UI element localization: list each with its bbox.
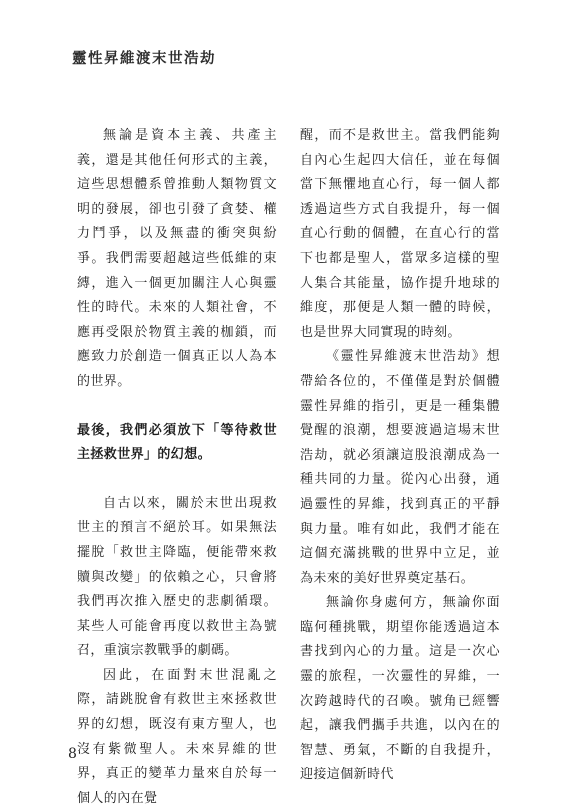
page-number: 8	[68, 746, 77, 762]
body-paragraph: 無論是資本主義、共產主義，還是其他任何形式的主義，這些思想體系曾推動人類物質文明的發展，卻也引發了貪婪、權力鬥爭，以及無盡的衝突與紛爭。我們需要超越這些低維的束縛，進入一個更加關注人心與靈性的時代。未來的人類社會，不應再受限於物質主義的枷鎖，而應致力於創造一個真正以人為本的世界。	[77, 128, 277, 389]
body-paragraph: 《靈性昇維渡末世浩劫》想帶給各位的，不僅僅是對於個體靈性昇維的指引，更是一種集體覺醒的浪潮，想要渡過這場末世浩劫，就必須讓這股浪潮成為一種共同的力量。從內心出發，通過靈性的昇維，找到真正的平靜與力量。唯有如此，我們才能在這個充滿挑戰的世界中立足，並為未來的美好世界奠定基石。	[300, 349, 500, 586]
body-paragraph: 自古以來，關於末世出現救世主的預言不絕於耳。如果無法擺脫「救世主降臨，便能帶來救贖與改變」的依賴之心，只會將我們再次推入歷史的悲劇循環。某些人可能會再度以救世主為號召，重演宗教戰爭的劇碼。	[77, 495, 277, 659]
left-column	[77, 124, 277, 811]
body-paragraph: 無論你身處何方，無論你面臨何種挑戰，期望你能透過這本書找到內心的力量。這是一次心靈的旅程，一次靈性的昇維，一次跨越時代的召喚。號角已經響起，讓我們攜手共進，以內在的智慧、勇氣，不斷的自我提升，迎接這個新時代	[300, 595, 500, 783]
body-paragraph: 醒，而不是救世主。當我們能夠自內心生起四大信任，並在每個當下無懼地直心行，每一個人都透過這些方式自我提升，每一個直心行動的個體，在直心行的當下也都是聖人，當眾多這樣的聖人集合其能量，協作提升地球的維度，那便是人類一體的時候，也是世界大同實現的時刻。	[300, 128, 500, 340]
section-heading: 最後，我們必須放下「等待救世主拯救世界」的幻想。	[77, 422, 277, 463]
page-title: 靈性昇維渡末世浩劫	[72, 51, 216, 67]
right-column	[300, 124, 500, 788]
body-paragraph: 因此，在面對末世混亂之際，請跳脫會有救世主來拯救世界的幻想，既沒有東方聖人，也沒有紫微聖人。未來昇維的世界，真正的變革力量來自於每一個人的內在覺	[77, 667, 277, 806]
